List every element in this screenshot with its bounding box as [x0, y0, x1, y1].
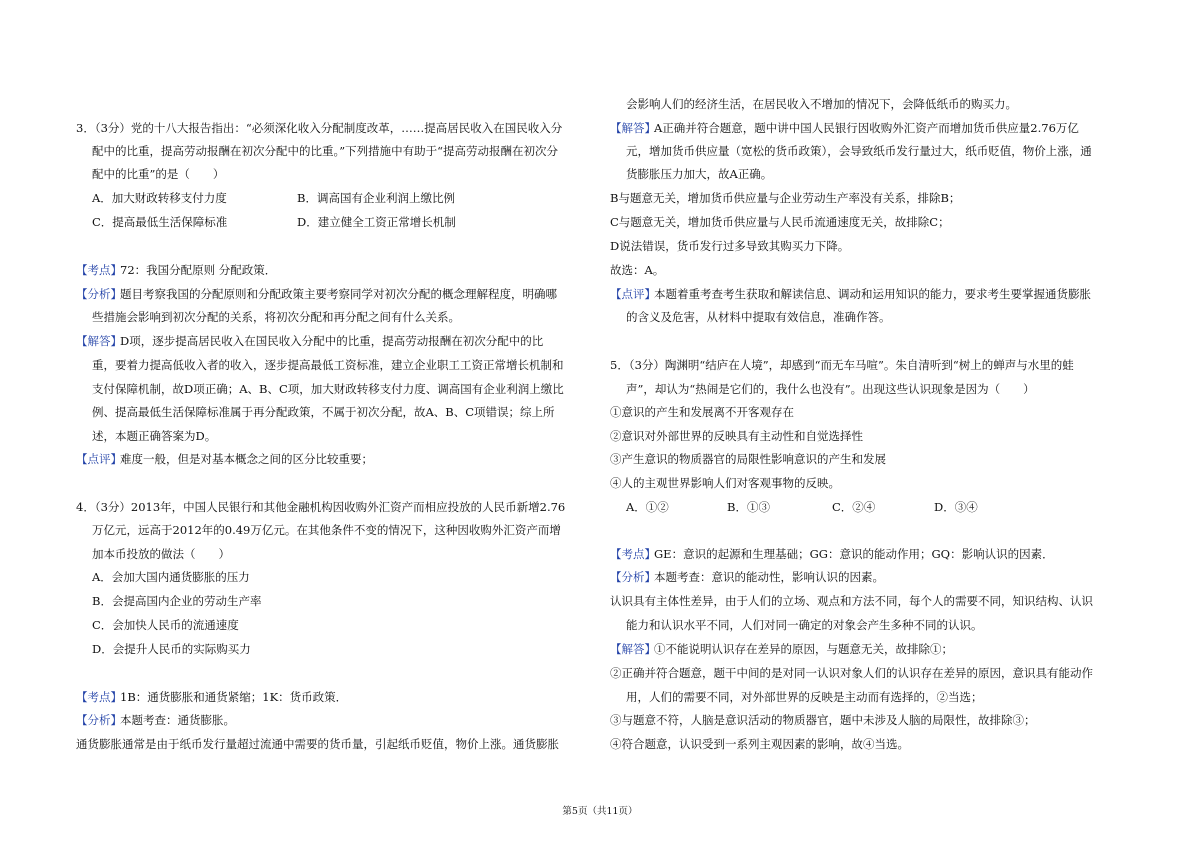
q4-stem-line-2: 万亿元，远高于2012年的0.49万亿元。在其他条件不变的情况下，这种因收购外汇资产而增 [92, 523, 561, 537]
q4-option-c: C．会加快人民币的流通速度 [92, 618, 239, 632]
q3-option-a: A．加大财政转移支付力度 [92, 191, 227, 205]
q5-fenxi-body-line-1: 认识具有主体性差异，由于人们的立场、观点和方法不同，每个人的需要不同，知识结构、认识 [610, 594, 1093, 608]
q4-fenxi-body-line-2: 会影响人们的经济生活，在居民收入不增加的情况下，会降低纸币的购买力。 [626, 97, 1017, 111]
q4-option-a: A．会加大国内通货膨胀的压力 [92, 570, 250, 584]
q4-fenxi-tag: 【分析】 [76, 713, 122, 727]
q3-jieda-tag: 【解答】 [76, 334, 122, 348]
q3-jieda-line-5: 述，本题正确答案为D。 [92, 429, 217, 443]
q4-fenxi-body-line-1: 通货膨胀通常是由于纸币发行量超过流通中需要的货币量，引起纸币贬值，物价上涨。通货膨胀 [76, 737, 559, 751]
q4-kaodian-tag: 【考点】 [76, 690, 122, 704]
q5-jieda-line-1: ①不能说明认识存在差异的原因，与题意无关，故排除①； [654, 642, 953, 656]
page-footer: 第5页（共11页） [562, 806, 638, 817]
q4-dianping-tag: 【点评】 [610, 287, 656, 301]
q5-fenxi-body-line-2: 能力和认识水平不同，人们对同一确定的对象会产生多种不同的认识。 [626, 618, 983, 632]
q4-stem-line-1: 4．（3分）2013年，中国人民银行和其他金融机构因收购外汇资产而相应投放的人民币新增2.76 [76, 500, 566, 514]
q4-jieda-b: B与题意无关，增加货币供应量与企业劳动生产率没有关系，排除B； [610, 191, 961, 205]
q4-jieda-tag: 【解答】 [610, 121, 656, 135]
q3-stem-line-3: 配中的比重”的是（ ） [92, 167, 225, 181]
q3-jieda-line-4: 例、提高最低生活保障标准属于再分配政策，不属于初次分配，故A、B、C项错误；综上所 [92, 405, 555, 419]
q5-jieda-line-2: ②正确并符合题意，题干中间的是对同一认识对象人们的认识存在差异的原因，意识具有能动作 [610, 666, 1093, 680]
q3-fenxi-tag: 【分析】 [76, 287, 122, 301]
q3-stem-line-1: 3．（3分）党的十八大报告指出：“必须深化收入分配制度改革，……提高居民收入在国民收入分 [76, 121, 563, 135]
q5-jieda-line-4: ③与题意不符，人脑是意识活动的物质器官，题中未涉及人脑的局限性，故排除③； [610, 713, 1036, 727]
q5-fenxi-tag: 【分析】 [610, 570, 656, 584]
q5-item-4: ④人的主观世界影响人们对客观事物的反映。 [610, 476, 840, 490]
q3-fenxi-line-1: 题目考察我国的分配原则和分配政策主要考察同学对初次分配的概念理解程度，明确哪 [120, 287, 557, 301]
q5-stem-line-1: 5．（3分）陶渊明“结庐在人境”，却感到“而无车马喧”。朱自清听到“树上的蝉声与水里的蛙 [610, 358, 1074, 372]
q5-fenxi-text: 本题考查：意识的能动性，影响认识的因素。 [654, 570, 884, 584]
q3-jieda-line-1: D项，逐步提高居民收入在国民收入分配中的比重，提高劳动报酬在初次分配中的比 [120, 334, 544, 348]
q5-option-a: A．①② [626, 500, 669, 514]
q4-jieda-line-3: 货膨胀压力加大，故A正确。 [626, 167, 773, 181]
q3-kaodian-tag: 【考点】 [76, 263, 122, 277]
q4-jieda-line-1: A正确并符合题意，题中讲中国人民银行因收购外汇资产而增加货币供应量2.76万亿 [654, 121, 1079, 135]
q5-option-c: C．②④ [832, 500, 876, 514]
q3-dianping-tag: 【点评】 [76, 452, 122, 466]
q3-jieda-line-2: 重，要着力提高低收入者的收入，逐步提高最低工资标准，建立企业职工工资正常增长机制和 [92, 358, 564, 372]
q5-option-d: D．③④ [934, 500, 978, 514]
q4-fenxi-text: 本题考查：通货膨胀。 [120, 713, 235, 727]
q4-dianping-line-2: 的含义及危害，从材料中提取有效信息，准确作答。 [626, 310, 891, 324]
q4-jieda-line-2: 元，增加货币供应量（宽松的货币政策），会导致纸币发行量过大，纸币贬值，物价上涨，通 [626, 144, 1092, 158]
q4-answer: 故选：A。 [610, 263, 665, 277]
q3-fenxi-line-2: 些措施会影响到初次分配的关系，将初次分配和再分配之间有什么关系。 [92, 310, 460, 324]
q5-item-2: ②意识对外部世界的反映具有主动性和自觉选择性 [610, 429, 863, 443]
q5-item-3: ③产生意识的物质器官的局限性影响意识的产生和发展 [610, 452, 886, 466]
q5-kaodian-text: GE：意识的起源和生理基础；GG：意识的能动作用；GQ：影响认识的因素． [654, 547, 1054, 561]
q3-jieda-line-3: 支付保障机制，故D项正确；A、B、C项，加大财政转移支付力度、调高国有企业利润上缴比 [92, 382, 564, 396]
q5-jieda-tag: 【解答】 [610, 642, 656, 656]
q4-stem-line-3: 加本币投放的做法（ ） [92, 547, 230, 561]
q5-option-b: B．①③ [727, 500, 770, 514]
q5-stem-line-2: 声”，却认为“热闹是它们的，我什么也没有”。出现这些认识现象是因为（ ） [626, 382, 1035, 396]
q5-item-1: ①意识的产生和发展离不开客观存在 [610, 405, 794, 419]
q4-option-d: D．会提升人民币的实际购买力 [92, 642, 251, 656]
q4-kaodian-text: 1B：通货膨胀和通货紧缩；1K：货币政策． [120, 690, 348, 704]
q5-jieda-line-5: ④符合题意，认识受到一系列主观因素的影响，故④当选。 [610, 737, 909, 751]
q5-kaodian-tag: 【考点】 [610, 547, 656, 561]
q4-jieda-c: C与题意无关，增加货币供应量与人民币流通速度无关，故排除C； [610, 215, 950, 229]
q3-option-d: D．建立健全工资正常增长机制 [297, 215, 456, 229]
q3-dianping-text: 难度一般，但是对基本概念之间的区分比较重要； [120, 452, 373, 466]
q4-option-b: B．会提高国内企业的劳动生产率 [92, 594, 262, 608]
q4-jieda-d: D说法错误，货币发行过多导致其购买力下降。 [610, 239, 850, 253]
q3-kaodian-text: 72：我国分配原则 分配政策． [120, 263, 277, 277]
q3-option-c: C．提高最低生活保障标准 [92, 215, 228, 229]
q3-stem-line-2: 配中的比重，提高劳动报酬在初次分配中的比重。”下列措施中有助于“提高劳动报酬在初次分 [92, 144, 559, 158]
q5-jieda-line-3: 用，人们的需要不同，对外部世界的反映是主动而有选择的，②当选； [626, 690, 983, 704]
q3-option-b: B．调高国有企业利润上缴比例 [297, 191, 455, 205]
q4-dianping-line-1: 本题着重考查考生获取和解读信息、调动和运用知识的能力，要求考生要掌握通货膨胀 [654, 287, 1091, 301]
